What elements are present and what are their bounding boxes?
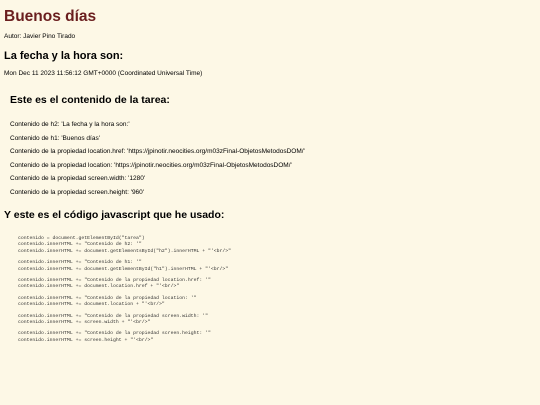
code-group [18,331,231,344]
code-group [18,260,231,273]
code-line: contenido.innerHTML += document.getElementById("h1").innerHTML + "'<br/>" [18,266,229,272]
code-group [18,278,231,291]
code-group [18,314,231,327]
task-line: Contenido de h1: 'Buenos días' [10,134,100,142]
task-line: Contenido de h2: 'La fecha y la hora son:' [10,121,130,128]
code-group [18,296,231,309]
task-line: Contenido de la propiedad screen.width: '1280' [10,175,146,183]
task-lines [10,118,510,200]
page-title: Buenos días [4,8,97,25]
code-line: contenido.innerHTML += "Contenido de la propiedad location.href: '" [18,277,211,283]
code-line: contenido.innerHTML += document.location + "'<br/>" [18,302,165,308]
author-text: Autor: Javier Pino Tirado [4,33,76,40]
code-group [18,236,231,255]
code-line: contenido.innerHTML += "Contenido de la propiedad location: '" [18,295,197,301]
code-line: contenido.innerHTML += "Contenido de la propiedad screen.height: '" [18,331,211,337]
code-line: contenido = document.getElementById("tarea") [18,236,145,241]
code-line: contenido.innerHTML += document.location.href + "'<br/>" [18,284,180,290]
code-line: contenido.innerHTML += "Contenido de la propiedad screen.width: '" [18,313,208,319]
task-heading: Este es el contenido de la tarea: [10,94,170,106]
task-content [10,94,510,200]
code-line: contenido.innerHTML += "Contenido de h1: '" [18,260,142,266]
code-block [18,236,231,349]
date-heading: La fecha y la hora son: [4,50,124,62]
task-line: Contenido de la propiedad screen.height: '960' [10,188,145,196]
code-line: contenido.innerHTML += screen.width + "'<br/>" [18,319,151,325]
task-line: Contenido de la propiedad location.href: 'https://jpinotir.neocities.org/m03zFinal-ObjetosMetodosDOM/' [10,148,305,156]
datetime-text: Mon Dec 11 2023 11:56:12 GMT+0000 (Coordinated Universal Time) [4,70,203,77]
code-line: contenido.innerHTML += "Contenido de h2: '" [18,242,142,248]
code-heading: Y este es el código javascript que he usado: [4,209,225,221]
code-line: contenido.innerHTML += document.getElementsById("h2").innerHTML + "'<br/>" [18,248,232,254]
code-line: contenido.innerHTML += screen.height + "'<br/>" [18,337,154,343]
task-line: Contenido de la propiedad location: 'https://jpinotir.neocities.org/m03zFinal-ObjetosMetodosDOM/' [10,161,292,169]
